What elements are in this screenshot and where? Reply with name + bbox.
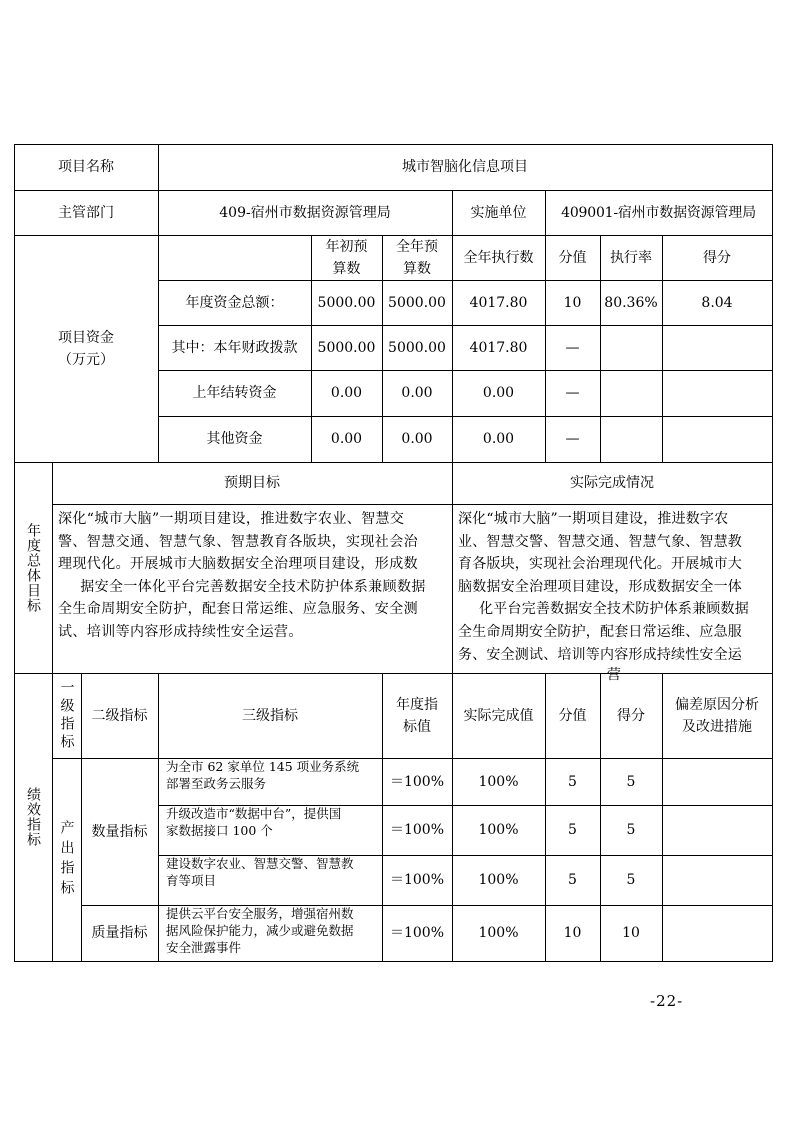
qty-indicator-label: 数量指标	[91, 823, 148, 840]
header-budget-full-line2: 算数	[403, 260, 431, 277]
project-name-value: 城市智脑化信息项目	[402, 159, 528, 175]
fund-row-label: 其中：本年财政拨款	[171, 339, 298, 356]
indicator-score: 5	[626, 872, 636, 888]
funds-label-line2: （万元）	[58, 351, 114, 368]
indicator-desc-line: 升级改造市“数据中台”，提供国	[166, 806, 342, 821]
fund-row-score	[662, 370, 772, 416]
fund-row-full: 5000.00	[388, 294, 446, 311]
expected-goal-line: 深化“城市大脑”一期项目建设，推进数字农业、智慧交	[58, 511, 405, 527]
project-name-label: 项目名称	[58, 159, 114, 175]
indicator-desc-line: 为全市 62 家单位 145 项业务系统	[166, 759, 360, 774]
header-lvl1	[52, 673, 81, 758]
indicator-desc-line: 提供云平台安全服务，增强宿州数	[166, 906, 354, 921]
fund-row-value: 10	[563, 294, 582, 311]
indicator-score: 5	[626, 822, 636, 838]
indicator-actual: 100%	[478, 773, 519, 790]
header-target-line2: 标值	[403, 718, 431, 735]
fund-row-start: 5000.00	[317, 294, 376, 311]
dept-label: 主管部门	[58, 204, 114, 221]
indicator-score: 5	[626, 773, 636, 790]
fund-row-start: 0.00	[330, 431, 363, 447]
header-score: 得分	[703, 249, 731, 266]
header-score-value: 分值	[558, 249, 587, 266]
expected-goal-text	[58, 508, 448, 644]
actual-goal-line: 营	[606, 667, 622, 684]
indicator-value: 10	[563, 925, 582, 941]
indicator-desc	[158, 855, 382, 905]
header-actual: 实际完成值	[463, 707, 534, 724]
header-executed: 全年执行数	[463, 249, 534, 266]
expected-goal-line: 警、智慧交通、智慧气象、智慧教育各版块，实现社会治	[58, 533, 418, 550]
indicator-value: 5	[568, 872, 577, 888]
impl-label: 实施单位	[470, 204, 527, 221]
fund-row-exec: 4017.80	[469, 294, 528, 311]
fund-row-exec: 0.00	[482, 385, 515, 401]
page-number: -22-	[650, 992, 684, 1010]
indicator-actual: 100%	[478, 925, 519, 941]
header-rate: 执行率	[610, 249, 652, 266]
actual-goal-line: 化平台完善数据安全技术防护体系兼顾数据	[479, 601, 749, 618]
lvl1-output-label	[52, 758, 81, 961]
qual-indicator-label: 质量指标	[91, 925, 148, 941]
actual-goal-text	[458, 508, 770, 684]
header-target-line1: 年度指	[396, 696, 438, 713]
header-budget-start	[311, 235, 382, 280]
fund-row-label: 年度资金总额：	[185, 294, 284, 311]
header-budget-full-line1: 全年预	[396, 238, 438, 255]
indicator-desc	[158, 758, 382, 805]
fund-row-value: —	[565, 385, 580, 401]
expected-goal-header: 预期目标	[224, 475, 280, 491]
indicator-desc-line: 建设数字农业、智慧交警、智慧教	[166, 856, 354, 871]
expected-goal-line: 理现代化。开展城市大脑数据安全治理项目建设，形成数	[58, 556, 418, 573]
indicator-desc	[158, 905, 382, 961]
header-value: 分值	[558, 707, 587, 724]
actual-goal-line: 脑数据安全治理项目建设，形成数据安全一体	[458, 578, 742, 595]
actual-goal-header: 实际完成情况	[570, 475, 654, 491]
fund-row-rate: 80.36%	[604, 294, 658, 311]
indicator-target: ＝100%	[389, 872, 445, 888]
fund-row-value: —	[565, 431, 580, 447]
fund-row-exec: 0.00	[482, 431, 515, 447]
indicator-actual: 100%	[478, 872, 519, 888]
indicator-target: ＝100%	[389, 822, 445, 838]
actual-goal-line: 务、安全测试、培训等内容形成持续性安全运	[458, 646, 742, 663]
actual-goal-line: 育各版块，实现社会治理现代化。开展城市大	[458, 556, 742, 573]
expected-goal-line: 全生命周期安全防护，配套日常运维、应急服务、安全测	[58, 601, 418, 618]
header-budget-start-line2: 算数	[332, 260, 361, 277]
fund-row-rate	[600, 416, 662, 462]
lvl1-output-text: 产出指标	[58, 819, 75, 900]
fund-row-score	[662, 416, 772, 462]
header-lvl2: 二级指标	[91, 707, 148, 724]
fund-row-score: 8.04	[701, 294, 733, 311]
indicator-score: 10	[622, 925, 640, 941]
header-budget-start-line1: 年初预	[325, 238, 368, 255]
row-divider	[52, 504, 773, 505]
fund-row-full: 0.00	[401, 431, 433, 447]
header-reason-line1: 偏差原因分析	[675, 696, 759, 713]
fund-row-full: 5000.00	[388, 339, 446, 356]
indicator-desc	[158, 805, 382, 855]
header-lvl1-text: 一级指标	[58, 679, 75, 752]
header-budget-full	[382, 235, 452, 280]
fund-row-exec: 4017.80	[469, 339, 528, 356]
indicator-actual: 100%	[478, 822, 519, 838]
fund-row-full: 0.00	[401, 385, 433, 401]
fund-row-start: 5000.00	[317, 339, 376, 356]
indicator-desc-line: 部署至政务云服务	[166, 776, 267, 791]
expected-goal-line: 试、培训等内容形成持续性安全运营。	[58, 623, 303, 640]
fund-row-rate	[600, 325, 662, 370]
fund-row-start: 0.00	[330, 385, 363, 401]
indicator-target: ＝100%	[389, 773, 445, 790]
actual-goal-line: 全生命周期安全防护，配套日常运维、应急服	[458, 623, 742, 640]
perf-side-label-text: 绩效指标	[25, 787, 41, 847]
indicator-value: 5	[568, 773, 577, 790]
fund-row-label: 上年结转资金	[192, 385, 277, 401]
dept-value: 409-宿州市数据资源管理局	[219, 204, 391, 221]
header-lvl3: 三级指标	[242, 707, 298, 724]
indicator-desc-line: 据风险保护能力，减少或避免数据	[166, 923, 354, 938]
indicator-target: ＝100%	[389, 925, 445, 941]
header-reason-line2: 及改进措施	[682, 718, 752, 735]
indicator-desc-line: 家数据接口 100 个	[166, 823, 273, 838]
fund-row-label: 其他资金	[206, 431, 263, 447]
expected-goal-line: 据安全一体化平台完善数据安全技术防护体系兼顾数据	[80, 578, 426, 595]
actual-goal-line: 深化“城市大脑”一期项目建设，推进数字农	[458, 511, 729, 527]
indicator-desc-line: 育等项目	[166, 873, 217, 888]
impl-value: 409001-宿州市数据资源管理局	[561, 204, 756, 221]
table-border	[14, 961, 773, 962]
funds-label	[14, 235, 158, 462]
header-target	[382, 673, 452, 758]
funds-label-line1: 项目资金	[58, 329, 114, 346]
table-border	[772, 144, 773, 962]
goals-side-label	[14, 462, 52, 673]
goals-side-label-text: 年度总体目标	[25, 522, 41, 613]
fund-row-rate	[600, 370, 662, 416]
header-perf-score: 得分	[617, 707, 645, 724]
header-reason	[662, 673, 772, 758]
fund-row-score	[662, 325, 772, 370]
actual-goal-line: 业、智慧交警、智慧交通、智慧气象、智慧教	[458, 533, 742, 550]
perf-side-label	[14, 673, 52, 961]
indicator-value: 5	[568, 822, 577, 838]
fund-row-value: —	[565, 339, 580, 356]
indicator-desc-line: 安全泄露事件	[166, 940, 242, 955]
